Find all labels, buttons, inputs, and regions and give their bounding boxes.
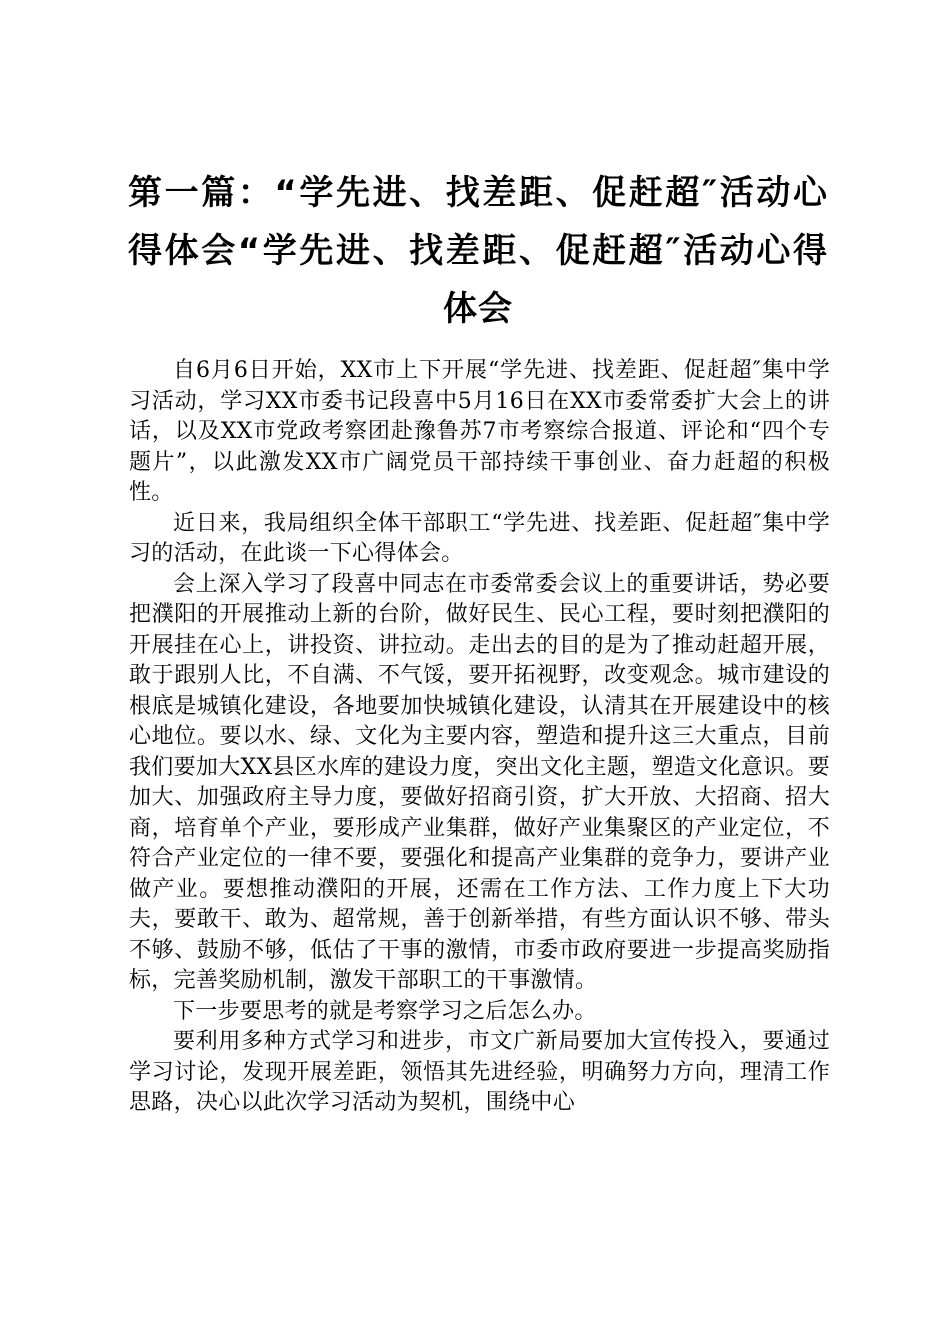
paragraph: 要利用多种方式学习和进步，市文广新局要加大宣传投入，要通过学习讨论，发现开展差距，领悟其先进经验，明确努力方向，理清工作思路，决心以此次学习活动为契机，围绕中心 — [129, 1029, 830, 1115]
paragraph: 下一步要思考的就是考察学习之后怎么办。 — [173, 998, 597, 1024]
document-title: 第一篇：“学先进、找差距、促赶超″活动心得体会“学先进、找差距、促赶超″活动心得体会 — [128, 173, 828, 329]
paragraph: 自6月6日开始，XX市上下开展“学先进、找差距、促赶超″集中学习活动，学习XX市委书记段喜中5月16日在XX市委常委扩大会上的讲话，以及XX市党政考察团赴豫鲁苏7市考察综合报道、评论和“四个专题片”，以此激发XX市广阔党员干部持续干事创业、奋力赶超的积极性。 — [129, 358, 830, 505]
paragraph: 近日来，我局组织全体干部职工“学先进、找差距、促赶超″集中学习的活动，在此谈一下心得体会。 — [129, 510, 830, 566]
paragraph: 会上深入学习了段喜中同志在市委常委会议上的重要讲话，势必要把濮阳的开展推动上新的台阶，做好民生、民心工程，要时刻把濮阳的开展挂在心上，讲投资、讲拉动。走出去的目的是为了推动赶超开展，敢于跟别人比，不自满、不气馁，要开拓视野，改变观念。城市建设的根底是城镇化建设，各地要加快城镇化建设，认清其在开展建设中的核心地位。要以水、绿、文化为主要内容，塑造和提升这三大重点，目前我们要加大XX县区水库的建设力度，突出文化主题，塑造文化意识。要加大、加强政府主导力度，要做好招商引资，扩大开放、大招商、招大商，培育单个产业，要形成产业集群，做好产业集聚区的产业定位，不符合产业定位的一律不要，要强化和提高产业集群的竞争力，要讲产业做产业。要想推动濮阳的开展，还需在工作方法、工作力度上下大功夫，要敢干、敢为、超常规，善于创新举措，有些方面认识不够、带头不够、鼓励不够，低估了干事的激情，市委市政府要进一步提高奖励指标，完善奖励机制，激发干部职工的干事激情。 — [129, 571, 830, 993]
document-body — [129, 356, 830, 1119]
